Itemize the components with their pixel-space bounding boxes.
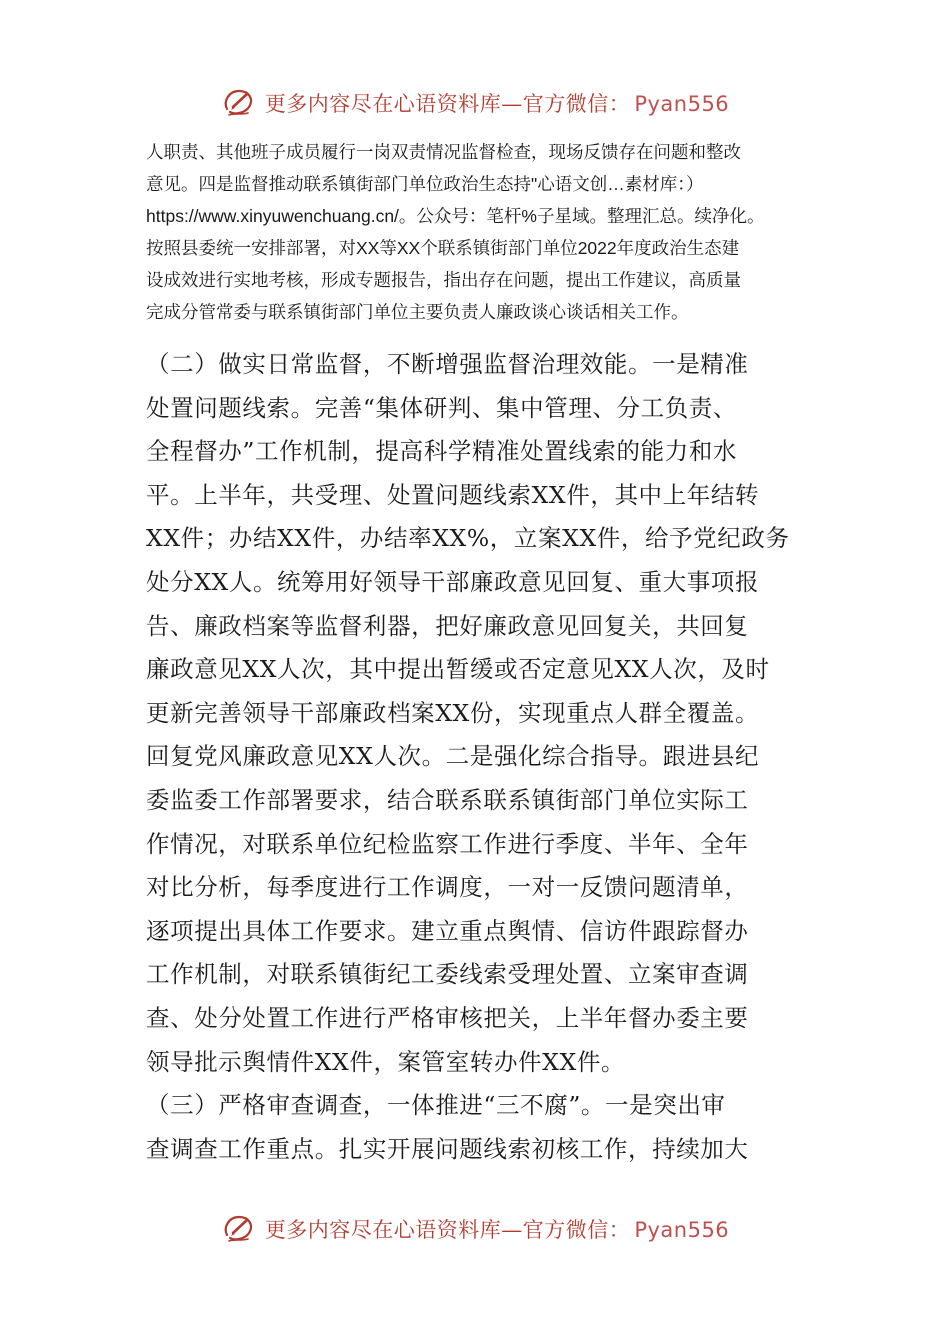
pen-scribble-icon <box>221 85 257 121</box>
body-line: 对比分析，每季度进行工作调度，一对一反馈问题清单， <box>146 873 749 902</box>
body-line: 处分XX人。统筹用好领导干部廉政意见回复、重大事项报 <box>146 567 760 596</box>
intro-line: 完成分管常委与联系镇街部门单位主要负责人廉政谈心谈话相关工作。 <box>146 302 689 322</box>
intro-paragraph <box>146 136 816 328</box>
body-line: 处置问题线索。完善“集体研判、集中管理、分工负责、 <box>146 393 738 422</box>
body-line: 回复党风廉政意见XX人次。二是强化综合指导。跟进县纪 <box>146 742 760 771</box>
intro-line: 按照县委统一安排部署，对XX等XX个联系镇街部门单位2022年度政治生态建 <box>146 238 740 258</box>
body-line: 领导批示舆情件XX件，案管室转办件XX件。 <box>146 1047 626 1076</box>
body-line: 查调查工作重点。扎实开展问题线索初核工作，持续加大 <box>146 1134 749 1163</box>
watermark-text: 更多内容尽在心语资料库—官方微信： Pyan556 <box>264 1218 730 1242</box>
intro-line: 设成效进行实地考核，形成专题报告，指出存在问题，提出工作建议，高质量 <box>146 270 741 290</box>
body-line: 工作机制，对联系镇街纪工委线索受理处置、立案审查调 <box>146 960 749 989</box>
intro-line: 人职责、其他班子成员履行一岗双责情况监督检查，现场反馈存在问题和整改 <box>146 142 741 162</box>
watermark-wechat-id: Pyan556 <box>634 92 730 116</box>
intro-line: 意见。四是监督推动联系镇街部门单位政治生态持"心语文创…素材库：） <box>146 174 704 194</box>
body-line: XX件；办结XX件，办结率XX%，立案XX件，给予党纪政务 <box>146 524 790 553</box>
body-line: （二）做实日常监督，不断增强监督治理效能。一是精准 <box>146 350 749 378</box>
body-line: 全程督办”工作机制，提高科学精准处置线索的能力和水 <box>146 437 738 466</box>
body-line: 查、处分处置工作进行严格审核把关，上半年督办委主要 <box>146 1003 749 1032</box>
body-line: 更新完善领导干部廉政档案XX份，实现重点人群全覆盖。 <box>146 698 760 727</box>
body-line: 告、廉政档案等监督利器，把好廉政意见回复关，共回复 <box>146 611 749 640</box>
body-line: 委监委工作部署要求，结合联系联系镇街部门单位实际工 <box>146 785 749 814</box>
watermark-wechat-id: Pyan556 <box>634 1218 730 1242</box>
body-line: 逐项提出具体工作要求。建立重点舆情、信访件跟踪督办 <box>146 916 749 945</box>
body-line: 作情况，对联系单位纪检监察工作进行季度、半年、全年 <box>146 829 749 858</box>
intro-line: https://www.xinyuwenchuang.cn/。公众号：笔杆%子星域。整理汇总。续净化。 <box>146 206 765 226</box>
watermark-text: 更多内容尽在心语资料库—官方微信： Pyan556 <box>264 92 730 116</box>
pen-scribble-icon <box>221 1211 257 1247</box>
header-watermark <box>0 83 950 123</box>
main-body-text <box>146 343 826 1171</box>
footer-watermark <box>0 1209 950 1249</box>
body-line: 平。上半年，共受理、处置问题线索XX件，其中上年结转 <box>146 480 760 509</box>
body-line: （三）严格审查调查，一体推进“三不腐”。一是突出审 <box>146 1091 726 1120</box>
body-line: 廉政意见XX人次，其中提出暂缓或否定意见XX人次，及时 <box>146 655 770 684</box>
